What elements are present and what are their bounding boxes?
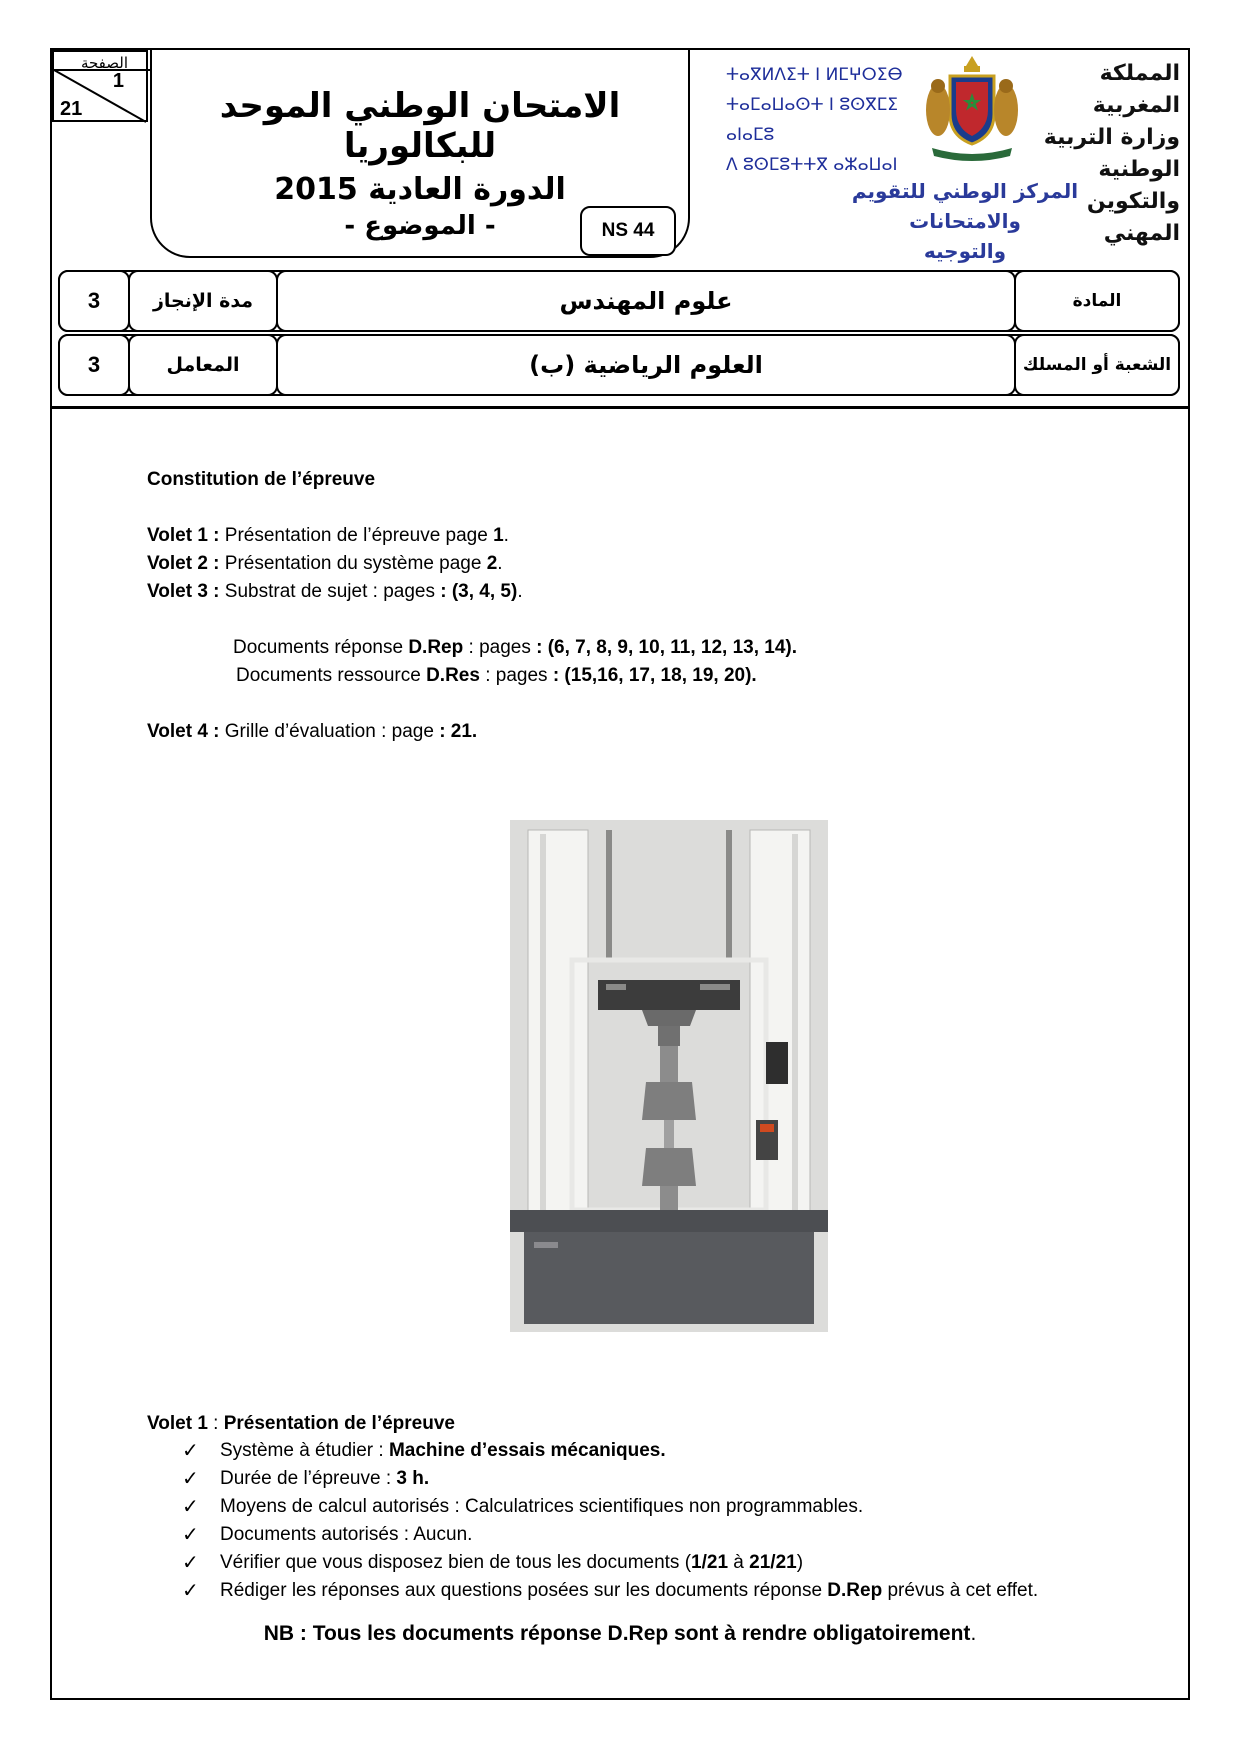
volet-2-label: Volet 2 : bbox=[147, 553, 220, 574]
subject-row bbox=[58, 270, 1180, 332]
check-icon: ✓ bbox=[182, 1552, 199, 1574]
duration-value: 3 bbox=[58, 270, 130, 332]
page-number-box bbox=[52, 50, 148, 122]
item-verify-text-2: à bbox=[728, 1552, 750, 1573]
ministry-line-3: والتكوين المهني bbox=[1086, 189, 1180, 246]
ministry-line-2: وزارة التربية الوطنية bbox=[1043, 125, 1180, 182]
header-separator bbox=[50, 406, 1190, 409]
volet-1-line: Volet 1 : Présentation de l’épreuve page 1. bbox=[147, 525, 509, 546]
item-answers-drep: D.Rep bbox=[827, 1580, 883, 1601]
dres-code: D.Res bbox=[426, 665, 480, 686]
item-verify-first: 1/21 bbox=[691, 1552, 729, 1573]
subject-label: المادة bbox=[1014, 270, 1180, 332]
check-icon: ✓ bbox=[182, 1496, 199, 1518]
nb-note-text: NB : Tous les documents réponse D.Rep sont à rendre obligatoirement bbox=[263, 1622, 971, 1645]
volet1-sep: : bbox=[207, 1413, 224, 1434]
nb-note-end: . bbox=[970, 1622, 977, 1645]
drep-pages: : (6, 7, 8, 9, 10, 11, 12, 13, 14). bbox=[536, 637, 798, 658]
testing-machine-image bbox=[510, 820, 828, 1332]
item-answers-text-2: prévus à cet effet. bbox=[882, 1580, 1039, 1601]
item-duration-value: 3 h. bbox=[396, 1468, 430, 1489]
volet-1-page: 1 bbox=[493, 525, 504, 546]
duration-label: مدة الإنجاز bbox=[128, 270, 278, 332]
evaluation-center bbox=[800, 176, 1130, 266]
volet-3-pages: : (3, 4, 5) bbox=[440, 581, 518, 602]
stream-label: الشعبة أو المسلك bbox=[1014, 334, 1180, 396]
item-system-value: Machine d’essais mécaniques. bbox=[388, 1440, 666, 1461]
item-system bbox=[220, 1437, 666, 1465]
volet-4-line bbox=[147, 718, 477, 746]
exam-session: الدورة العادية 2015 bbox=[274, 172, 566, 207]
item-verify-text-3: ) bbox=[796, 1552, 804, 1573]
coefficient-value: 3 bbox=[58, 334, 130, 396]
volet-4-text: Grille d’évaluation : page bbox=[219, 721, 440, 742]
drep-text: Documents réponse bbox=[233, 637, 409, 658]
item-verify-text-1: Vérifier que vous disposez bien de tous les documents ( bbox=[220, 1552, 692, 1573]
item-duration bbox=[220, 1465, 429, 1493]
stream-value: العلوم الرياضية (ب) bbox=[276, 334, 1016, 396]
volet-3-text: Substrat de sujet : pages bbox=[219, 581, 441, 602]
item-answers-text-1: Rédiger les réponses aux questions posées sur les documents réponse bbox=[220, 1580, 828, 1601]
item-calculators: Moyens de calcul autorisés : Calculatrices scientifiques non programmables. bbox=[220, 1496, 864, 1517]
volet1-label: Volet 1 bbox=[147, 1413, 208, 1434]
page-current: 1 bbox=[112, 70, 124, 92]
ministry-line-1: المملكة المغربية bbox=[1092, 61, 1180, 118]
dres-pages: : (15,16, 17, 18, 19, 20). bbox=[552, 665, 757, 686]
page-total: 21 bbox=[60, 98, 83, 120]
tifinagh-ministry bbox=[726, 60, 916, 180]
drep-code: D.Rep bbox=[408, 637, 464, 658]
tifinagh-line-1: ⵜⴰⴳⵍⴷⵉⵜ ⵏ ⵍⵎⵖⵔⵉⴱ bbox=[726, 65, 903, 85]
volet1-heading bbox=[147, 1410, 455, 1438]
volet-4-label: Volet 4 : bbox=[147, 721, 220, 742]
exam-title: الامتحان الوطني الموحد للبكالوريا bbox=[219, 86, 621, 166]
volet1-title: Présentation de l’épreuve bbox=[223, 1413, 455, 1434]
tifinagh-line-3: ⴷ ⵓⵙⵎⵓⵜⵜⴳ ⴰⵣⴰⵡⴰⵏ bbox=[726, 155, 898, 175]
constitution-heading: Constitution de l’épreuve bbox=[147, 469, 376, 490]
volet-3-line: Volet 3 : Substrat de sujet : pages : (3, 4, 5). bbox=[147, 581, 523, 602]
volet-3-label: Volet 3 : bbox=[147, 581, 220, 602]
volet-2-text: Présentation du système page bbox=[219, 553, 487, 574]
dres-line bbox=[236, 662, 757, 690]
center-line-2: والتوجيه bbox=[923, 239, 1007, 263]
volet-2-line: Volet 2 : Présentation du système page 2. bbox=[147, 553, 503, 574]
item-documents: Documents autorisés : Aucun. bbox=[220, 1524, 473, 1545]
center-line-1: المركز الوطني للتقويم والامتحانات bbox=[851, 179, 1079, 233]
item-verify-last: 21/21 bbox=[749, 1552, 797, 1573]
dres-mid: : pages bbox=[479, 665, 553, 686]
dres-text: Documents ressource bbox=[236, 665, 427, 686]
subject-value: علوم المهندس bbox=[276, 270, 1016, 332]
volet-4-page: : 21. bbox=[439, 721, 478, 742]
exam-subject-label: - الموضوع - bbox=[344, 211, 496, 241]
item-verify bbox=[220, 1549, 803, 1577]
tifinagh-line-2: ⵜⴰⵎⴰⵡⴰⵙⵜ ⵏ ⵓⵙⴳⵎⵉ ⴰⵏⴰⵎⵓ bbox=[726, 95, 899, 145]
exam-code: NS 44 bbox=[580, 206, 676, 256]
item-answers bbox=[220, 1577, 1038, 1605]
check-icon: ✓ bbox=[182, 1440, 199, 1462]
coefficient-label: المعامل bbox=[128, 334, 278, 396]
nb-note bbox=[0, 1622, 1240, 1646]
drep-mid: : pages bbox=[463, 637, 537, 658]
volet-2-page: 2 bbox=[486, 553, 498, 574]
page-label: الصفحة bbox=[80, 55, 128, 72]
coat-of-arms-icon bbox=[922, 52, 1022, 162]
check-icon: ✓ bbox=[182, 1580, 199, 1602]
item-system-text: Système à étudier : bbox=[220, 1440, 389, 1461]
check-icon: ✓ bbox=[182, 1468, 199, 1490]
drep-line bbox=[233, 634, 797, 662]
volet-1-text: Présentation de l’épreuve page bbox=[219, 525, 494, 546]
stream-row bbox=[58, 334, 1180, 396]
check-icon: ✓ bbox=[182, 1524, 199, 1546]
item-duration-text: Durée de l’épreuve : bbox=[220, 1468, 397, 1489]
volet-1-label: Volet 1 : bbox=[147, 525, 220, 546]
